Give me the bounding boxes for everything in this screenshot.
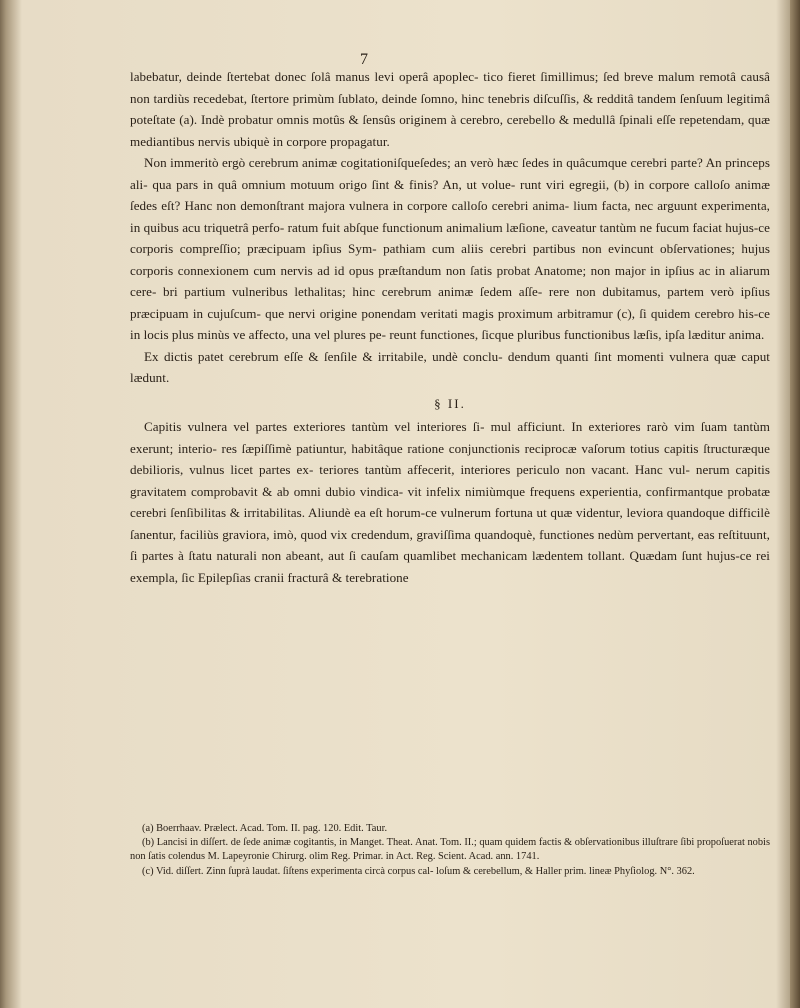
footnote-b: (b) Lancisi in diſſert. de ſede animæ cogitantis, in Manget. Theat. Anat. Tom. II.; quam quidem factis & obſervationibus illuſtrare ſibi propoſuerat nobis non ſatis colendus M. Lapeyronie Chirurg. olim Reg. Primar. in Act. Reg. Scient. Acad. ann. 1741. — [130, 837, 770, 863]
paragraph-4: Capitis vulnera vel partes exteriores tantùm vel interiores ſi- mul afficiunt. In exteriores rarò vim ſuam tantùm exerunt; interio- res ſæpiſſimè patiuntur, habitâque ratione conjunctionis reciprocæ vaſorum totius capitis ſtructuræque debilioris, vulnus licet partes ex- teriores tantùm affecerit, interiores periculo non vacant. Hanc vul- nerum capitis gravitatem comprobavit & ab omni dubio vindica- vit infelix nimiùmque frequens experientia, confirmantque probatæ cerebri ſenſibilitas & irritabilitas. Aliundè ea eſt horum-ce vulnerum fortuna ut quæ videntur, leviora quandoque difficilè ſanentur, faciliùs graviora, imò, quod vix credendum, graviſſima quandoquè, functiones nedùm pervertant, eas reſtituunt, ſi partes à ſtatu naturali non abeant, aut ſi cauſam quamlibet mechanicam lædentem tollant. Quædam ſunt hujus-ce rei exempla, ſic Epilepſias cranii fracturâ & terebratione — [130, 419, 770, 585]
paragraph-3: Ex dictis patet cerebrum eſſe & ſenſile & irritabile, undè conclu- dendum quanti ſint momenti vulnera quæ caput lædunt. — [130, 348, 770, 385]
footnote-c: (c) Vid. diſſert. Zinn ſuprà laudat. ſiſtens experimenta circà corpus cal- loſum & cerebellum, & Haller prim. lineæ Phyſiolog. N°. 362. — [142, 865, 695, 877]
page-edge — [790, 0, 800, 1008]
paragraph-1: labebatur, deinde ſtertebat donec ſolâ manus levi operâ apoplec- tico fieret ſimillimus; ſed breve malum remotâ causâ non tardiùs recedebat, ſtertore primùm ſublato, deinde ſomno, hinc tenebris diſcuſſis, & redditâ tandem ſenſuum legitimâ poteſtate (a). Indè probatur omnis motûs & ſensûs originem à cerebro, cerebello & medullâ ſpinali eſſe repetendam, quæ mediantibus nervis ubiquè in corpore propagatur. — [130, 69, 770, 149]
section-heading: § II. — [434, 395, 466, 411]
page-number: 7 — [360, 51, 368, 68]
footnotes — [130, 822, 770, 879]
footnote-a: (a) Boerrhaav. Prælect. Acad. Tom. II. pag. 120. Edit. Taur. — [142, 823, 388, 834]
main-text — [130, 66, 770, 588]
paragraph-2: Non immeritò ergò cerebrum animæ cogitationiſqueſedes; an verò hæc ſedes in quâcumque cerebri parte? An princeps ali- qua pars in quâ omnium motuum origo ſint & finis? An, ut volue- runt viri egregii, (b) in corpore calloſo animæ ſedes eſt? Hanc non demonſtrant majora vulnera in corpore calloſo cerebri anima- lium facta, nec arguunt experimenta, in quibus acu triquetrâ perfo- ratum fuit abſque functionum animalium læſione, caveatur tantùm ne fucum faciat hujus-ce corporis compreſſio; præcipuam ipſius Sym- pathiam cum aliis cerebri partibus non evincunt obſervationes; hujus corporis connexionem cum nervis ad id opus præſtandum non ſatis probat Anatome; non major in ipſius ac in aliarum cere- bri partium vulneribus lethalitas; hinc cerebrum animæ ſedem aſſe- rere non dubitamus, partem verò ipſius præcipuam in cujuſcum- que nervi origine ponendam veritati magis proximum arbitramur (c), ſi quidem cerebro his-ce in locis plus minùs ve affecto, una vel plures pe- reunt functiones, ſicque pluribus functionibus læſis, ipſa læditur anima. — [130, 155, 770, 342]
